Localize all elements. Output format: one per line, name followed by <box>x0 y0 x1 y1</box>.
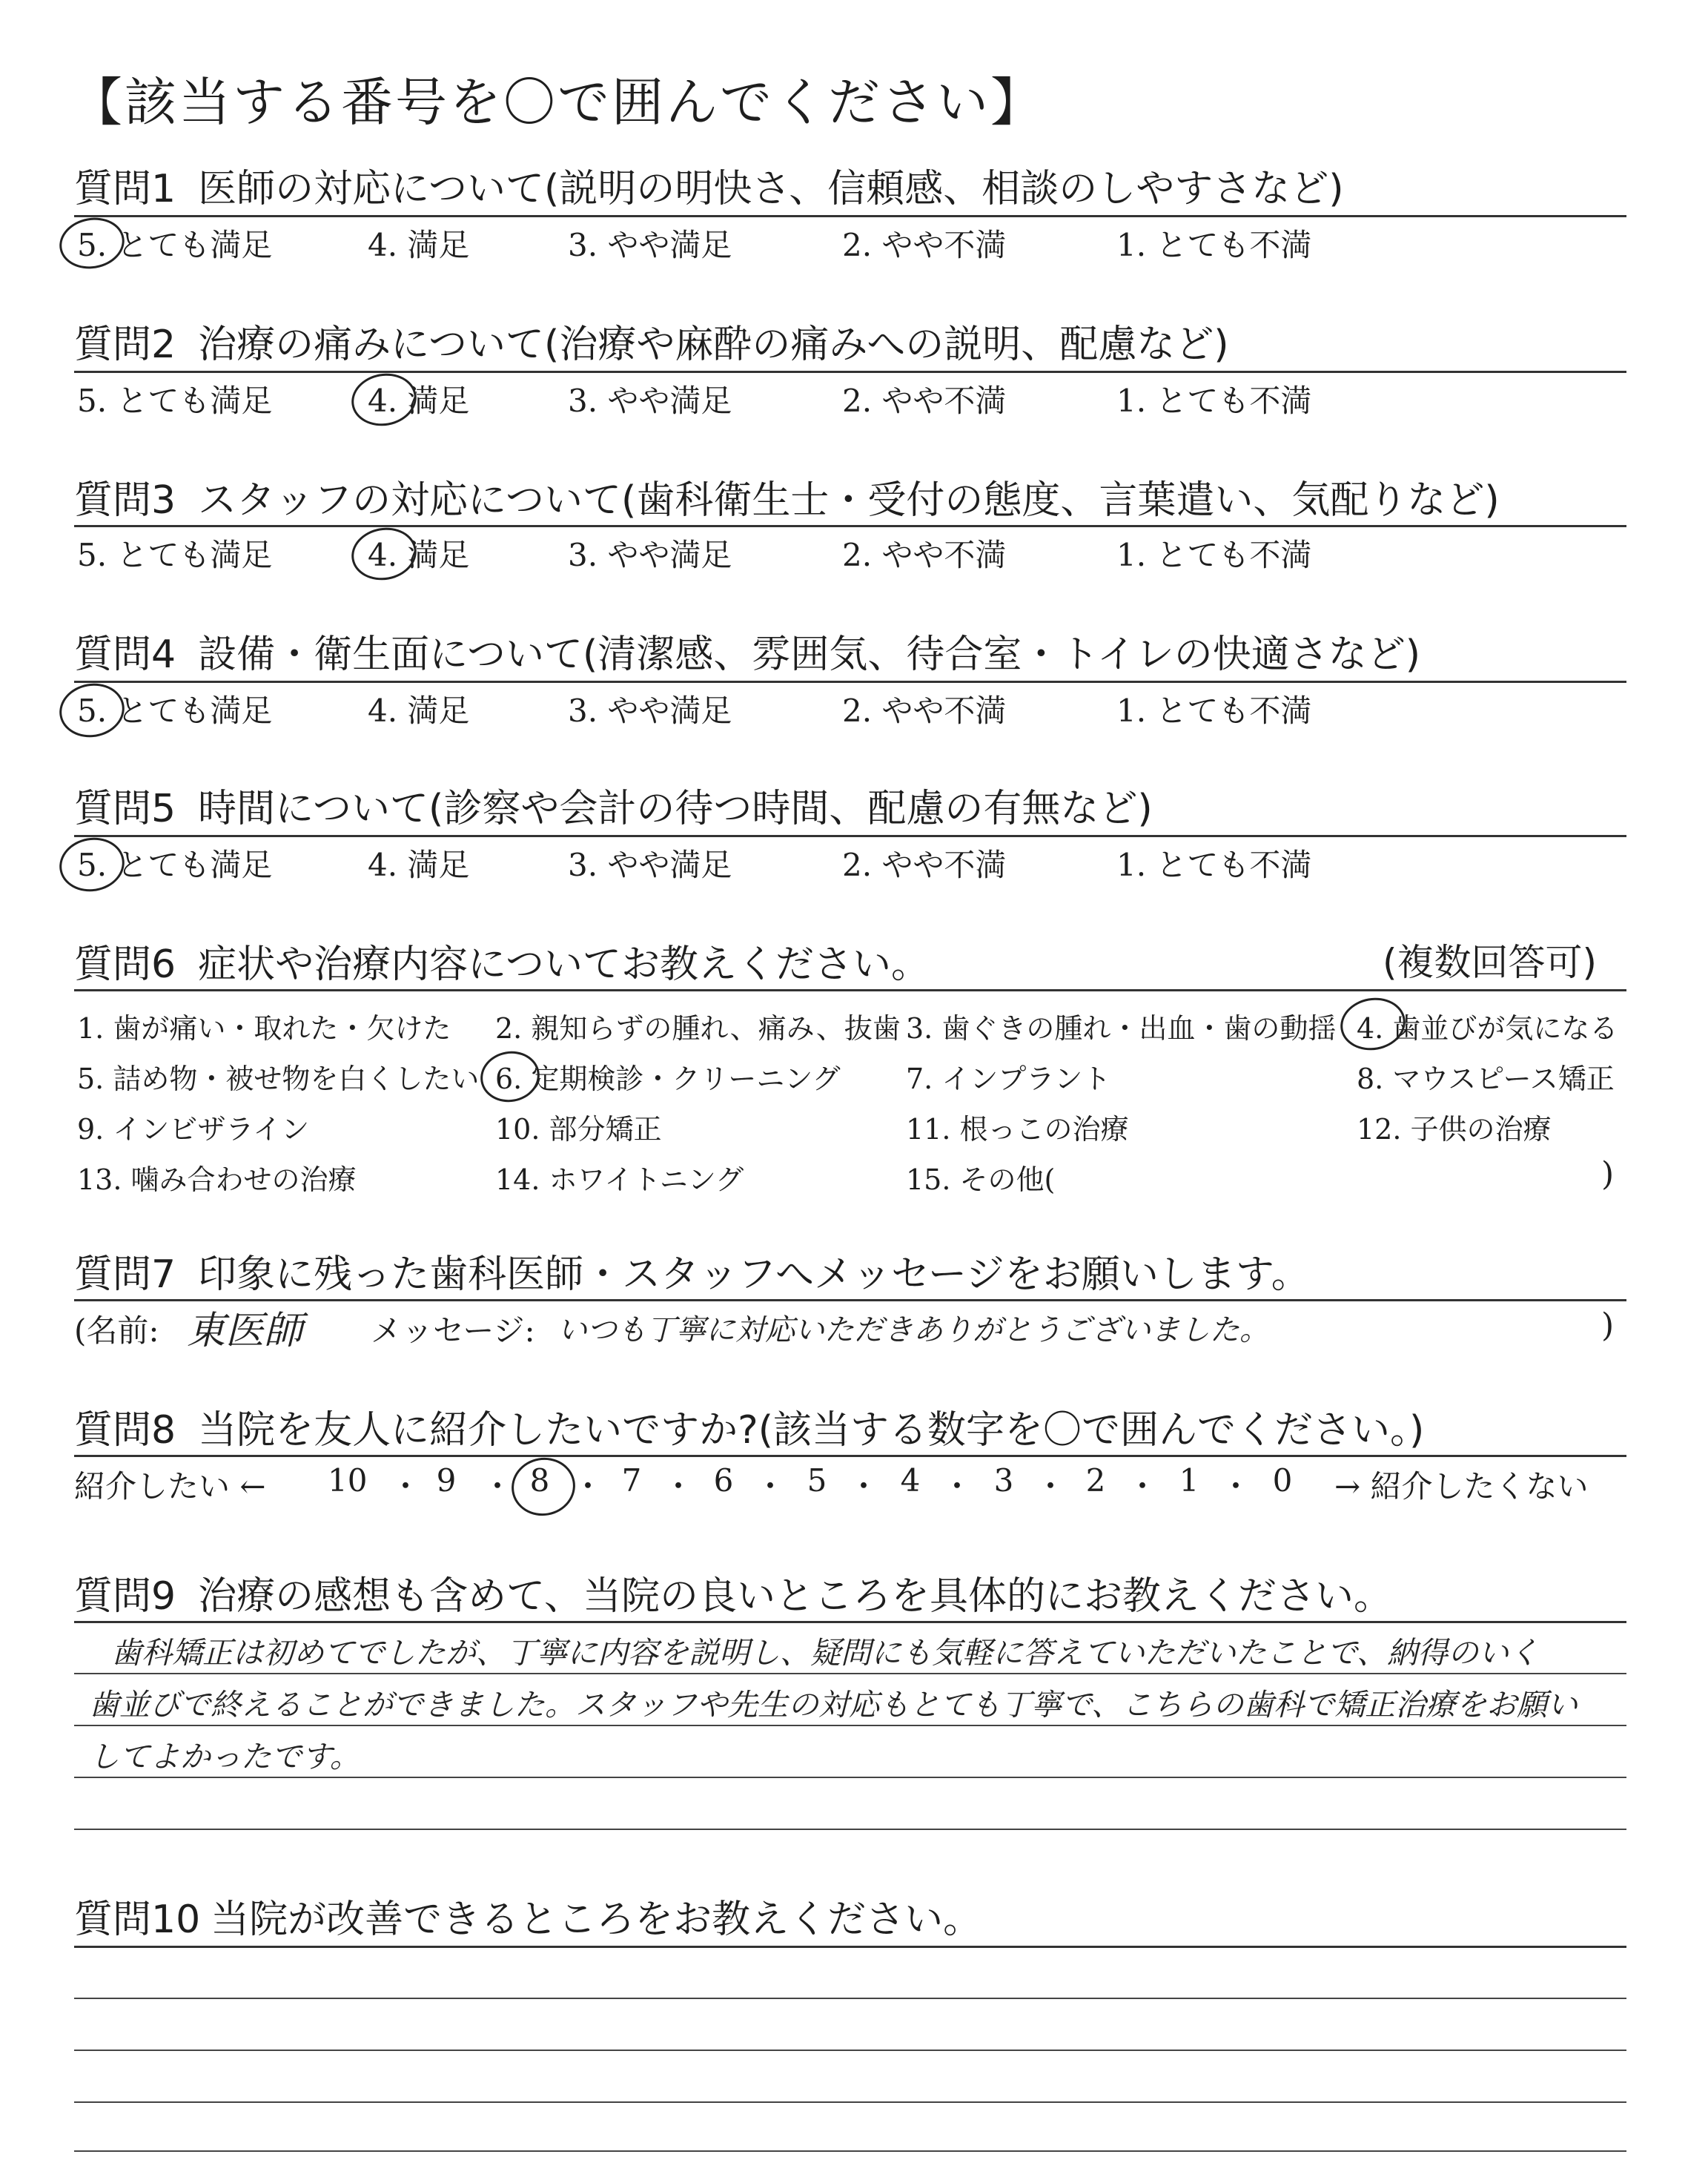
q5-option-3[interactable]: 3. やや満足 <box>568 847 732 883</box>
q4-option-2[interactable]: 2. やや不満 <box>842 693 1007 729</box>
q8-sep: ・ <box>482 1468 514 1505</box>
q6-item-5[interactable]: 5. 詰め物・被せ物を白くしたい <box>77 1063 480 1095</box>
q8-sep: ・ <box>755 1468 787 1505</box>
q5-option-5[interactable]: 5. とても満足 <box>77 847 273 883</box>
question-8-rule <box>74 1455 1626 1457</box>
q1-option-1[interactable]: 1. とても不満 <box>1116 227 1312 263</box>
q2-option-2[interactable]: 2. やや不満 <box>842 383 1007 419</box>
q7-name-value[interactable]: 東医師 <box>187 1309 303 1353</box>
q4-option-5[interactable]: 5. とても満足 <box>77 693 273 729</box>
question-1-number: 質問1 <box>74 167 176 211</box>
question-4-text: 設備・衛生面について(清潔感、雰囲気、待合室・トイレの快適さなど) <box>198 633 1421 677</box>
q8-answer-circle <box>507 1453 580 1521</box>
q9-answer-line-1[interactable]: 歯科矯正は初めてでしたが、丁寧に内容を説明し、疑問にも気軽に答えていただいたことで、納得のいく <box>111 1635 1540 1671</box>
q3-option-4[interactable]: 4. 満足 <box>368 537 470 573</box>
question-9 <box>74 1565 1392 1620</box>
q3-option-1[interactable]: 1. とても不満 <box>1116 537 1312 573</box>
q5-option-4[interactable]: 4. 満足 <box>368 847 470 883</box>
question-10-rule[interactable] <box>74 1946 1626 1948</box>
question-9-text: 治療の感想も含めて、当院の良いところを具体的にお教えください。 <box>198 1574 1393 1619</box>
question-6-note: (複数回答可) <box>1382 941 1597 984</box>
q4-option-4[interactable]: 4. 満足 <box>368 693 470 729</box>
q6-item-13[interactable]: 13. 噛み合わせの治療 <box>77 1163 357 1196</box>
q8-sep: ・ <box>848 1468 880 1505</box>
q8-sep: ・ <box>1035 1468 1067 1505</box>
q8-scale-0[interactable]: 0 <box>1272 1462 1293 1499</box>
q10-line[interactable] <box>74 2150 1626 2152</box>
q6-item-9[interactable]: 9. インビザライン <box>77 1113 310 1146</box>
q8-sep: ・ <box>941 1468 973 1505</box>
question-3-number: 質問3 <box>74 478 176 523</box>
question-9-rule <box>74 1621 1626 1623</box>
q5-option-2[interactable]: 2. やや不満 <box>842 847 1007 883</box>
question-5-text: 時間について(診察や会計の待つ時間、配慮の有無など) <box>198 787 1153 831</box>
q4-option-3[interactable]: 3. やや満足 <box>568 693 732 729</box>
q7-close-paren: ) <box>1601 1307 1615 1344</box>
question-5 <box>74 777 1153 833</box>
question-9-number: 質問9 <box>74 1574 176 1619</box>
q9-line <box>74 1777 1626 1778</box>
question-5-number: 質問5 <box>74 787 176 831</box>
q10-line[interactable] <box>74 1998 1626 1999</box>
q6-other-close-paren: ) <box>1601 1155 1615 1193</box>
q3-option-2[interactable]: 2. やや不満 <box>842 537 1007 573</box>
q8-sep: ・ <box>390 1468 422 1505</box>
question-8-text: 当院を友人に紹介したいですか?(該当する数字を〇で囲んでください。) <box>198 1408 1425 1453</box>
q6-item-15[interactable]: 15. その他( <box>906 1163 1056 1196</box>
q6-item-12[interactable]: 12. 子供の治療 <box>1357 1113 1552 1146</box>
q1-option-3[interactable]: 3. やや満足 <box>568 227 732 263</box>
question-2 <box>74 313 1229 369</box>
question-2-rule <box>74 371 1626 373</box>
q8-right-label: → 紹介したくない <box>1334 1468 1589 1505</box>
q9-line <box>74 1829 1626 1830</box>
q6-item-10[interactable]: 10. 部分矯正 <box>495 1113 662 1146</box>
question-6-number: 質問6 <box>74 942 176 987</box>
q9-answer-line-3[interactable]: してよかったです。 <box>89 1739 360 1774</box>
question-8-number: 質問8 <box>74 1408 176 1453</box>
question-3 <box>74 469 1500 524</box>
q6-item-4[interactable]: 4. 歯並びが気になる <box>1357 1012 1618 1045</box>
question-7-number: 質問7 <box>74 1252 176 1297</box>
q5-option-1[interactable]: 1. とても不満 <box>1116 847 1312 883</box>
q6-item-7[interactable]: 7. インプラント <box>906 1063 1111 1095</box>
q10-line[interactable] <box>74 2050 1626 2051</box>
q1-option-4[interactable]: 4. 満足 <box>368 227 470 263</box>
question-3-rule <box>74 525 1626 527</box>
question-6-rule <box>74 989 1626 991</box>
question-4-number: 質問4 <box>74 633 176 677</box>
q8-sep: ・ <box>572 1468 604 1505</box>
q4-option-1[interactable]: 1. とても不満 <box>1116 693 1312 729</box>
q8-left-label: 紹介したい ← <box>74 1468 266 1505</box>
q8-scale-1[interactable]: 1 <box>1179 1462 1199 1499</box>
question-2-text: 治療の痛みについて(治療や麻酔の痛みへの説明、配慮など) <box>198 323 1229 367</box>
q8-sep: ・ <box>1127 1468 1159 1505</box>
q6-item-1[interactable]: 1. 歯が痛い・取れた・欠けた <box>77 1012 451 1045</box>
q2-option-5[interactable]: 5. とても満足 <box>77 383 273 419</box>
q8-sep: ・ <box>1220 1468 1252 1505</box>
q2-option-1[interactable]: 1. とても不満 <box>1116 383 1312 419</box>
question-2-number: 質問2 <box>74 323 176 367</box>
q6-item-11[interactable]: 11. 根っこの治療 <box>906 1113 1129 1146</box>
q2-option-4[interactable]: 4. 満足 <box>368 383 470 419</box>
question-4 <box>74 623 1420 678</box>
question-7 <box>74 1243 1310 1298</box>
question-1 <box>74 157 1344 213</box>
q7-message-value[interactable]: いつも丁寧に対応いただきありがとうございました。 <box>557 1313 1269 1347</box>
question-5-rule <box>74 835 1626 837</box>
q8-scale-7[interactable]: 7 <box>621 1462 642 1499</box>
q9-line <box>74 1725 1626 1726</box>
question-1-rule <box>74 215 1626 217</box>
q8-scale-10[interactable]: 10 <box>328 1462 368 1499</box>
q8-scale-3[interactable]: 3 <box>993 1462 1014 1499</box>
question-10-number: 質問10 <box>74 1898 201 1942</box>
question-8 <box>74 1398 1424 1454</box>
question-10 <box>74 1888 982 1943</box>
q10-line[interactable] <box>74 2101 1626 2103</box>
q8-scale-9[interactable]: 9 <box>436 1462 457 1499</box>
question-7-rule <box>74 1299 1626 1301</box>
q2-option-3[interactable]: 3. やや満足 <box>568 383 732 419</box>
q1-option-5[interactable]: 5. とても満足 <box>77 227 273 263</box>
q3-option-5[interactable]: 5. とても満足 <box>77 537 273 573</box>
q1-option-2[interactable]: 2. やや不満 <box>842 227 1007 263</box>
q8-scale-4[interactable]: 4 <box>900 1462 921 1499</box>
question-6 <box>74 933 930 988</box>
q6-item-2[interactable]: 2. 親知らずの腫れ、痛み、抜歯 <box>495 1012 901 1045</box>
q7-message-label: メッセージ: <box>371 1312 535 1349</box>
q9-answer-line-2[interactable]: 歯並びで終えることができました。スタッフや先生の対応もとても丁寧で、こちらの歯科で矯正治療をお願い <box>89 1687 1578 1723</box>
q8-scale-8[interactable]: 8 <box>529 1462 550 1499</box>
q3-option-3[interactable]: 3. やや満足 <box>568 537 732 573</box>
question-1-text: 医師の対応について(説明の明快さ、信頼感、相談のしやすさなど) <box>198 167 1344 211</box>
q8-scale-2[interactable]: 2 <box>1085 1462 1106 1499</box>
q8-sep: ・ <box>663 1468 695 1505</box>
question-7-text: 印象に残った歯科医師・スタッフへメッセージをお願いします。 <box>198 1252 1310 1297</box>
question-4-rule <box>74 681 1626 683</box>
q8-scale-5[interactable]: 5 <box>807 1462 827 1499</box>
q6-item-6[interactable]: 6. 定期検診・クリーニング <box>495 1063 841 1095</box>
question-3-text: スタッフの対応について(歯科衛生士・受付の態度、言葉遣い、気配りなど) <box>198 478 1500 523</box>
q6-item-14[interactable]: 14. ホワイトニング <box>495 1163 744 1196</box>
q7-name-label: (名前: <box>74 1312 159 1349</box>
q6-item-3[interactable]: 3. 歯ぐきの腫れ・出血・歯の動揺 <box>906 1012 1337 1045</box>
q6-item-8[interactable]: 8. マウスピース矯正 <box>1357 1063 1615 1095</box>
question-10-text: 当院が改善できるところをお教えください。 <box>211 1898 982 1942</box>
q8-scale-6[interactable]: 6 <box>713 1462 734 1499</box>
q9-line <box>74 1673 1626 1674</box>
form-title: 【該当する番号を〇で囲んでください】 <box>70 72 1045 133</box>
question-6-text: 症状や治療内容についてお教えください。 <box>198 942 930 987</box>
